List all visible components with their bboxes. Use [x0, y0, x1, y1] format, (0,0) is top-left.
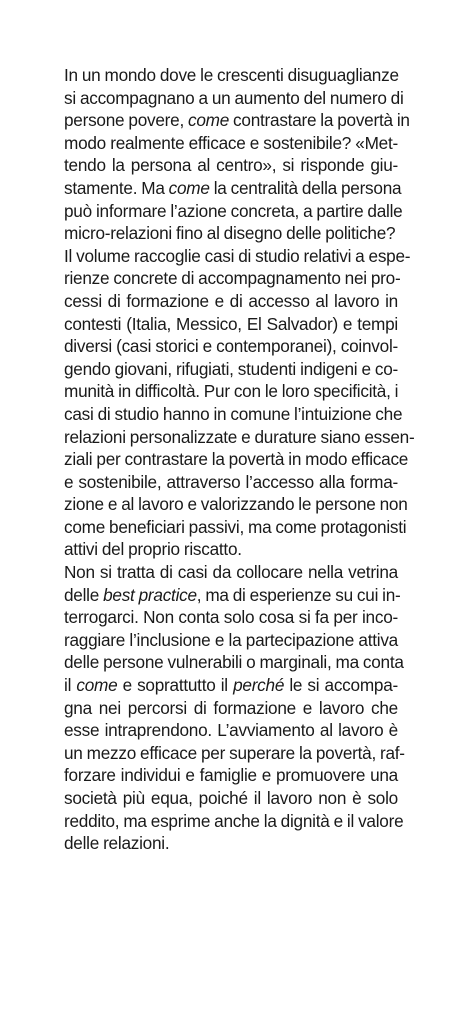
text-line [64, 471, 398, 494]
text-line [64, 290, 398, 313]
text-run: società più equa, poiché il lavoro non è solo [64, 788, 398, 808]
text-line [64, 132, 398, 155]
text-run: contrastare la povertà in [229, 110, 410, 131]
text-run: delle [64, 584, 104, 605]
text-run: diversi (casi storici e contemporanei), coinvol- [64, 336, 398, 357]
text-run: può informare l’azione concreta, a partire dalle [64, 200, 403, 221]
text-run: stamente. Ma [64, 177, 169, 198]
text-run: la centralità della persona [209, 177, 402, 198]
text-run: gna nei percorsi di formazione e lavoro che [64, 697, 398, 718]
text-line [64, 742, 405, 765]
text-run: tendo la persona al centro», si risponde giu- [64, 155, 398, 176]
text-run: Il volume raccoglie casi di studio relativi a espe- [64, 245, 411, 266]
text-line [64, 832, 398, 855]
back-cover-text [64, 64, 415, 855]
text-line [64, 267, 401, 290]
text-line [64, 538, 398, 561]
text-line [64, 448, 409, 471]
text-run: ziali per contrastare la povertà in modo efficace [64, 449, 409, 470]
text-line [64, 380, 398, 403]
text-run: e sostenibile, attraverso l’accesso alla forma- [64, 471, 398, 492]
text-line [64, 516, 407, 539]
text-line [64, 64, 398, 87]
text-run: Non si tratta di casi da collocare nella vetrina [64, 562, 398, 583]
text-line [64, 764, 398, 787]
text-line [64, 245, 411, 268]
text-run: relazioni personalizzate e durature siano essen- [64, 426, 415, 447]
text-line [64, 222, 398, 245]
text-run: modo realmente efficace e sostenibile? «Met- [64, 132, 398, 153]
italic-text: best practice [103, 584, 197, 605]
text-run: le si accompa- [284, 675, 398, 696]
text-run: micro-relazioni fino al disegno delle politiche? [64, 223, 396, 244]
text-line [64, 810, 404, 833]
text-run: reddito, ma esprime anche la dignità e il valore [64, 810, 404, 831]
text-line [64, 697, 398, 720]
text-run: esse intraprendono. L’avviamento al lavoro è [64, 720, 398, 741]
text-line [64, 719, 398, 742]
text-run: attivi del proprio riscatto. [64, 539, 242, 560]
text-line [64, 584, 401, 607]
text-run: contesti (Italia, Messico, El Salvador) e tempi [64, 313, 398, 334]
text-run: persone povere, [64, 110, 188, 131]
text-line [64, 87, 404, 110]
text-line [64, 426, 415, 449]
text-run: casi di studio hanno in comune l’intuizione che [64, 403, 403, 424]
text-line [64, 674, 398, 697]
text-run: terrogarci. Non conta solo cosa si fa per inco- [64, 607, 398, 628]
text-line [64, 403, 403, 426]
text-run: zione e al lavoro e valorizzando le persone non [64, 494, 408, 515]
text-run: munità in difficoltà. Pur con le loro specificità, i [64, 381, 399, 402]
text-run: delle persone vulnerabili o marginali, ma conta [64, 652, 404, 673]
text-line [64, 335, 398, 358]
text-line [64, 787, 398, 810]
text-run: , ma di esperienze su cui in- [196, 584, 401, 605]
text-run: come beneficiari passivi, ma come protagonisti [64, 516, 407, 537]
text-line [64, 606, 398, 629]
text-line [64, 313, 398, 336]
text-line [64, 629, 398, 652]
paragraph [64, 245, 415, 561]
italic-text: come [188, 110, 230, 131]
text-run: delle relazioni. [64, 833, 170, 854]
italic-text: come [76, 675, 118, 696]
text-run: gendo giovani, rifugiati, studenti indigeni e co- [64, 358, 398, 379]
text-line [64, 561, 398, 584]
italic-text: come [168, 177, 210, 198]
text-line [64, 358, 398, 381]
text-line [64, 177, 402, 200]
italic-text: perché [233, 675, 285, 696]
text-run: si accompagnano a un aumento del numero di [64, 87, 404, 108]
text-run: e soprattutto il [117, 675, 234, 696]
text-run: rienze concrete di accompagnamento nei pro- [64, 268, 401, 289]
paragraph [64, 561, 405, 855]
text-run: cessi di formazione e di accesso al lavoro in [64, 290, 398, 311]
text-run: In un mondo dove le crescenti disuguaglianze [64, 65, 399, 85]
text-line [64, 200, 403, 223]
text-run: raggiare l’inclusione e la partecipazione attiva [64, 629, 398, 650]
text-line [64, 493, 408, 516]
text-run: un mezzo efficace per superare la povertà, raf- [64, 742, 405, 763]
paragraph [64, 64, 410, 245]
text-line [64, 651, 404, 674]
text-line [64, 109, 410, 132]
text-line [64, 154, 398, 177]
text-run: il [64, 675, 77, 696]
text-run: forzare individui e famiglie e promuovere una [64, 765, 398, 786]
